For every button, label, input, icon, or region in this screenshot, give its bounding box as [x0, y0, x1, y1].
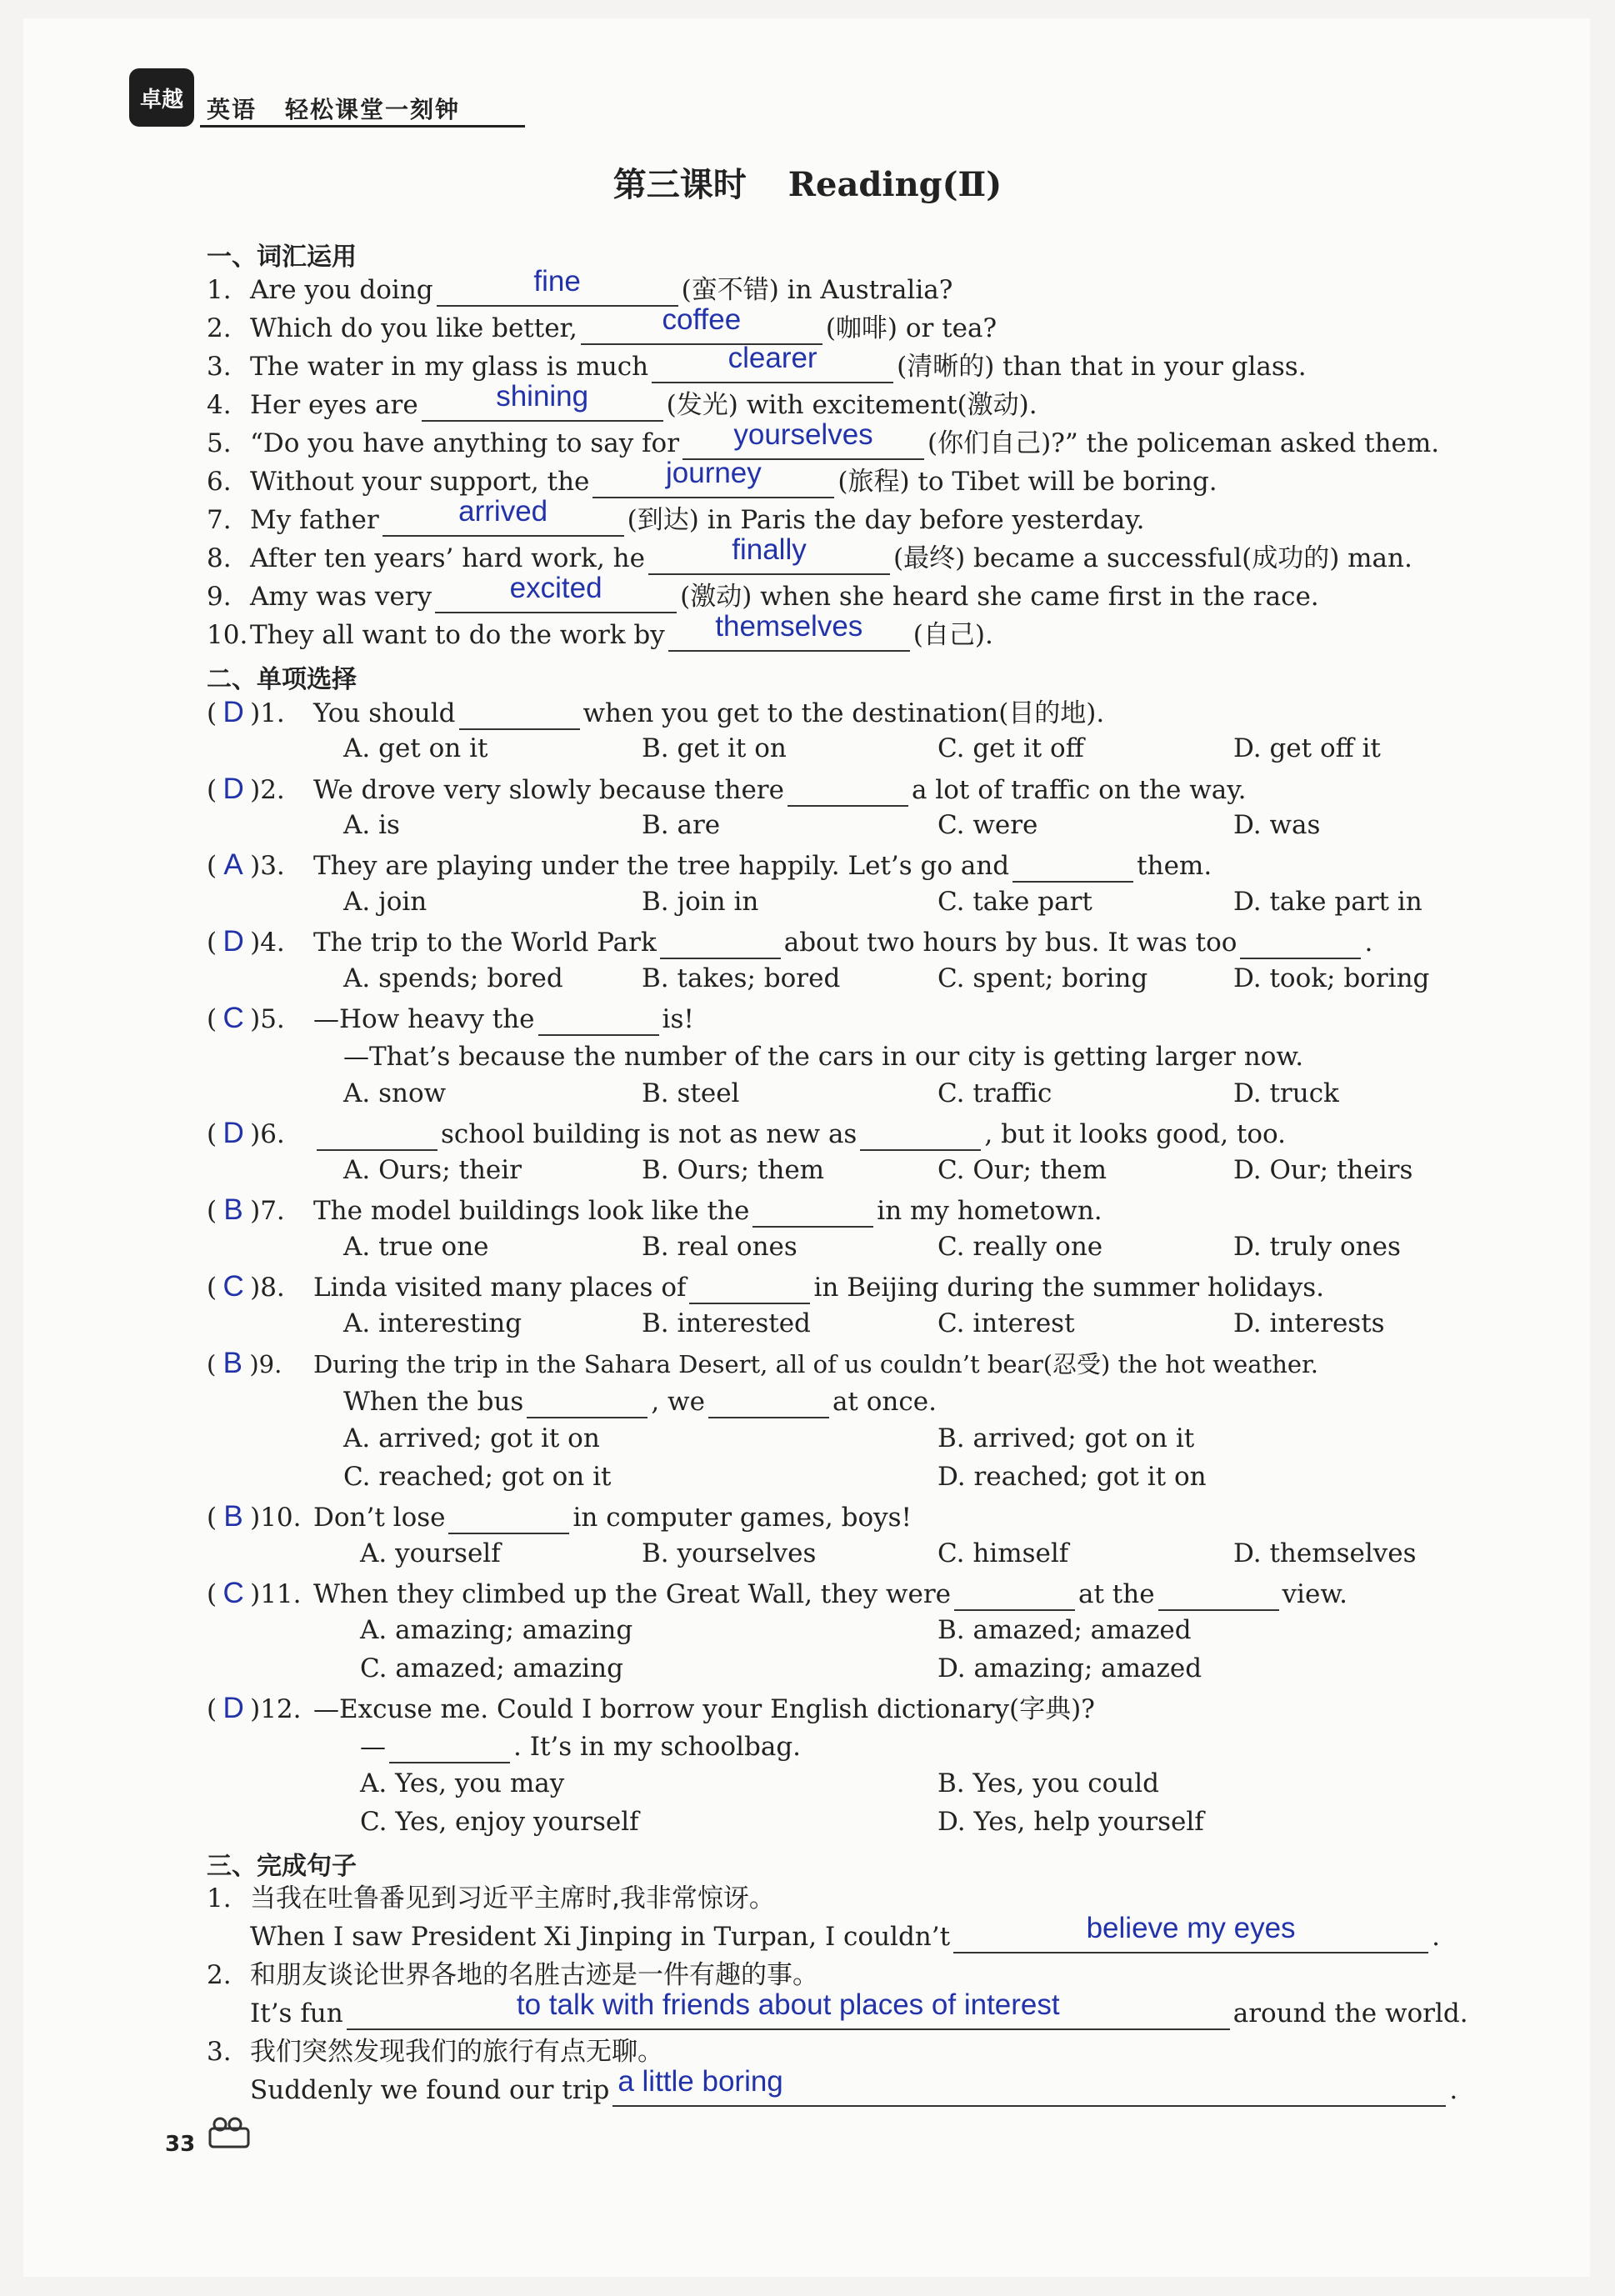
option-a: A. amazing; amazing: [360, 1615, 633, 1645]
option-d: D. take part in: [1233, 887, 1422, 917]
option-a: A. arrived; got it on: [343, 1423, 600, 1453]
answer-text: to talk with friends about places of interest: [516, 1988, 1060, 2021]
mc-question-line2: — . It’s in my schoolbag.: [360, 1732, 802, 1762]
answer-text: a little boring: [618, 2065, 783, 2098]
option-c: C. traffic: [938, 1078, 1052, 1108]
vocab-item: 5. “Do you have anything to say for yourselves (你们自己)?” the policeman asked them.: [207, 418, 1440, 458]
sentence-cn: 3. 我们突然发现我们的旅行有点无聊。: [207, 2037, 663, 2067]
answer-text: finally: [732, 533, 807, 566]
option-b: B. interested: [642, 1308, 811, 1338]
sentence-cn: 2. 和朋友谈论世界各地的名胜古迹是一件有趣的事。: [207, 1960, 818, 1990]
option-a: A. spends; bored: [343, 963, 563, 993]
option-a: A. Yes, you may: [360, 1768, 565, 1798]
option-b: B. takes; bored: [642, 963, 841, 993]
mascot-icon: [208, 2117, 250, 2148]
header-rule: [200, 125, 525, 128]
option-a: A. true one: [343, 1232, 489, 1262]
option-a: A. snow: [343, 1078, 447, 1108]
answer-text: coffee: [662, 303, 742, 336]
answer-text: clearer: [728, 342, 818, 374]
vocab-item: 9. Amy was very excited (激动) when she heard she came first in the race.: [207, 572, 1319, 612]
sentence-cn: 1. 当我在吐鲁番见到习近平主席时,我非常惊讶。: [207, 1883, 775, 1913]
vocab-item: 2. Which do you like better, coffee (咖啡) or tea?: [207, 303, 998, 343]
page-number: 33: [165, 2132, 196, 2157]
option-d: D. reached; got it on: [938, 1462, 1207, 1492]
header-subject: 英语: [207, 96, 258, 123]
option-b: B. real ones: [642, 1232, 798, 1262]
mc-question: ( A )3. They are playing under the tree happily. Let’s go and them.: [207, 848, 1212, 881]
option-c: C. get it off: [938, 733, 1084, 763]
option-b: B. get it on: [642, 733, 787, 763]
header-series: 轻松课堂一刻钟: [285, 96, 461, 123]
option-b: B. arrived; got on it: [938, 1423, 1195, 1453]
option-d: D. interests: [1233, 1308, 1385, 1338]
vocab-item: 1. Are you doing fine (蛮不错) in Australia?: [207, 265, 953, 305]
mc-answer: D: [222, 696, 244, 728]
answer-text: believe my eyes: [1086, 1912, 1296, 1944]
option-d: D. truck: [1233, 1078, 1339, 1108]
vocab-item: 10.They all want to do the work by themselves (自己).: [207, 610, 993, 650]
mc-answer: C: [222, 1577, 244, 1609]
mc-answer: A: [223, 848, 243, 881]
sentence-en: Suddenly we found our trip a little boring .: [250, 2065, 1458, 2105]
mc-question: ( B )7. The model buildings look like the in my hometown.: [207, 1193, 1102, 1226]
page-title: [0, 158, 1615, 206]
option-b: B. yourselves: [642, 1538, 817, 1568]
option-a: A. is: [343, 810, 400, 840]
section3-heading: 三、完成句子: [207, 1852, 357, 1881]
option-c: C. interest: [938, 1308, 1075, 1338]
vocab-item: 3. The water in my glass is much clearer (清晰的) than that in your glass.: [207, 342, 1307, 382]
answer-text: fine: [533, 265, 581, 298]
mc-question: ( C )5. —How heavy the is!: [207, 1002, 694, 1034]
mc-answer: B: [222, 1347, 242, 1379]
option-a: A. interesting: [343, 1308, 522, 1338]
option-a: A. Ours; their: [343, 1155, 522, 1185]
option-c: C. Our; them: [938, 1155, 1107, 1185]
mc-answer: D: [222, 773, 244, 805]
mc-question: ( D )6. school building is not as new as , but it looks good, too.: [207, 1117, 1287, 1149]
vocab-item: 7. My father arrived (到达) in Paris the day before yesterday.: [207, 495, 1145, 535]
vocab-item: 4. Her eyes are shining (发光) with excitement(激动).: [207, 380, 1038, 420]
option-d: D. Yes, help yourself: [938, 1807, 1204, 1837]
vocab-item: 6. Without your support, the journey (旅程) to Tibet will be boring.: [207, 457, 1218, 497]
option-c: C. were: [938, 810, 1038, 840]
option-d: D. Our; theirs: [1233, 1155, 1413, 1185]
mc-question: ( D )4. The trip to the World Park about two hours by bus. It was too .: [207, 925, 1373, 958]
answer-text: excited: [509, 572, 602, 604]
answer-text: arrived: [458, 495, 548, 528]
brand-logo: 卓越: [129, 68, 194, 127]
answer-text: journey: [665, 457, 762, 489]
mc-answer: D: [222, 1692, 244, 1724]
mc-answer: D: [222, 1117, 244, 1149]
option-d: D. was: [1233, 810, 1321, 840]
option-d: D. took; boring: [1233, 963, 1430, 993]
mc-question: ( D )1. You should when you get to the destination(目的地).: [207, 696, 1105, 728]
mc-answer: C: [222, 1002, 244, 1034]
mc-answer: C: [222, 1270, 244, 1303]
option-b: B. Yes, you could: [938, 1768, 1159, 1798]
answer-text: yourselves: [733, 418, 873, 451]
mc-answer: B: [223, 1500, 243, 1533]
answer-text: shining: [496, 380, 589, 413]
mc-question-line2: When the bus , we at once.: [343, 1387, 937, 1417]
option-c: C. reached; got on it: [343, 1462, 612, 1492]
mc-question: ( C )8. Linda visited many places of in Beijing during the summer holidays.: [207, 1270, 1325, 1303]
option-d: D. get off it: [1233, 733, 1381, 763]
title-main: 第三课时: [612, 165, 747, 204]
header-bar: [207, 92, 460, 125]
option-c: C. really one: [938, 1232, 1103, 1262]
option-c: C. Yes, enjoy yourself: [360, 1807, 639, 1837]
mc-question: ( C )11. When they climbed up the Great Wall, they were at the view.: [207, 1577, 1348, 1609]
sentence-en: When I saw President Xi Jinping in Turpan, I couldn’t believe my eyes .: [250, 1912, 1440, 1952]
sentence-en: It’s fun to talk with friends about places of interest around the world.: [250, 1988, 1468, 2028]
option-c: C. spent; boring: [938, 963, 1148, 993]
section1-heading: 一、词汇运用: [207, 243, 357, 272]
mc-question: ( D )2. We drove very slowly because there a lot of traffic on the way.: [207, 773, 1247, 805]
option-b: B. Ours; them: [642, 1155, 825, 1185]
option-b: B. are: [642, 810, 721, 840]
mc-question-line2: —That’s because the number of the cars in our city is getting larger now.: [343, 1042, 1304, 1072]
option-b: B. steel: [642, 1078, 740, 1108]
option-a: A. get on it: [343, 733, 488, 763]
option-b: B. amazed; amazed: [938, 1615, 1192, 1645]
option-d: D. truly ones: [1233, 1232, 1401, 1262]
title-sub: Reading(Ⅱ): [788, 165, 1002, 204]
option-c: C. take part: [938, 887, 1092, 917]
answer-text: themselves: [715, 610, 863, 643]
option-a: A. yourself: [360, 1538, 501, 1568]
option-d: D. amazing; amazed: [938, 1653, 1202, 1683]
mc-question: ( D )12. —Excuse me. Could I borrow your English dictionary(字典)?: [207, 1692, 1095, 1724]
option-c: C. amazed; amazing: [360, 1653, 623, 1683]
mc-question: ( B )10. Don’t lose in computer games, boys!: [207, 1500, 912, 1533]
mc-question: ( B )9. During the trip in the Sahara Desert, all of us couldn’t bear(忍受) the hot weather.: [207, 1347, 1318, 1379]
mc-answer: D: [222, 925, 244, 958]
option-a: A. join: [343, 887, 428, 917]
section2-heading: 二、单项选择: [207, 665, 357, 694]
option-c: C. himself: [938, 1538, 1069, 1568]
mc-answer: B: [223, 1193, 243, 1226]
option-b: B. join in: [642, 887, 759, 917]
option-d: D. themselves: [1233, 1538, 1417, 1568]
vocab-item: 8. After ten years’ hard work, he finally (最终) became a successful(成功的) man.: [207, 533, 1412, 573]
